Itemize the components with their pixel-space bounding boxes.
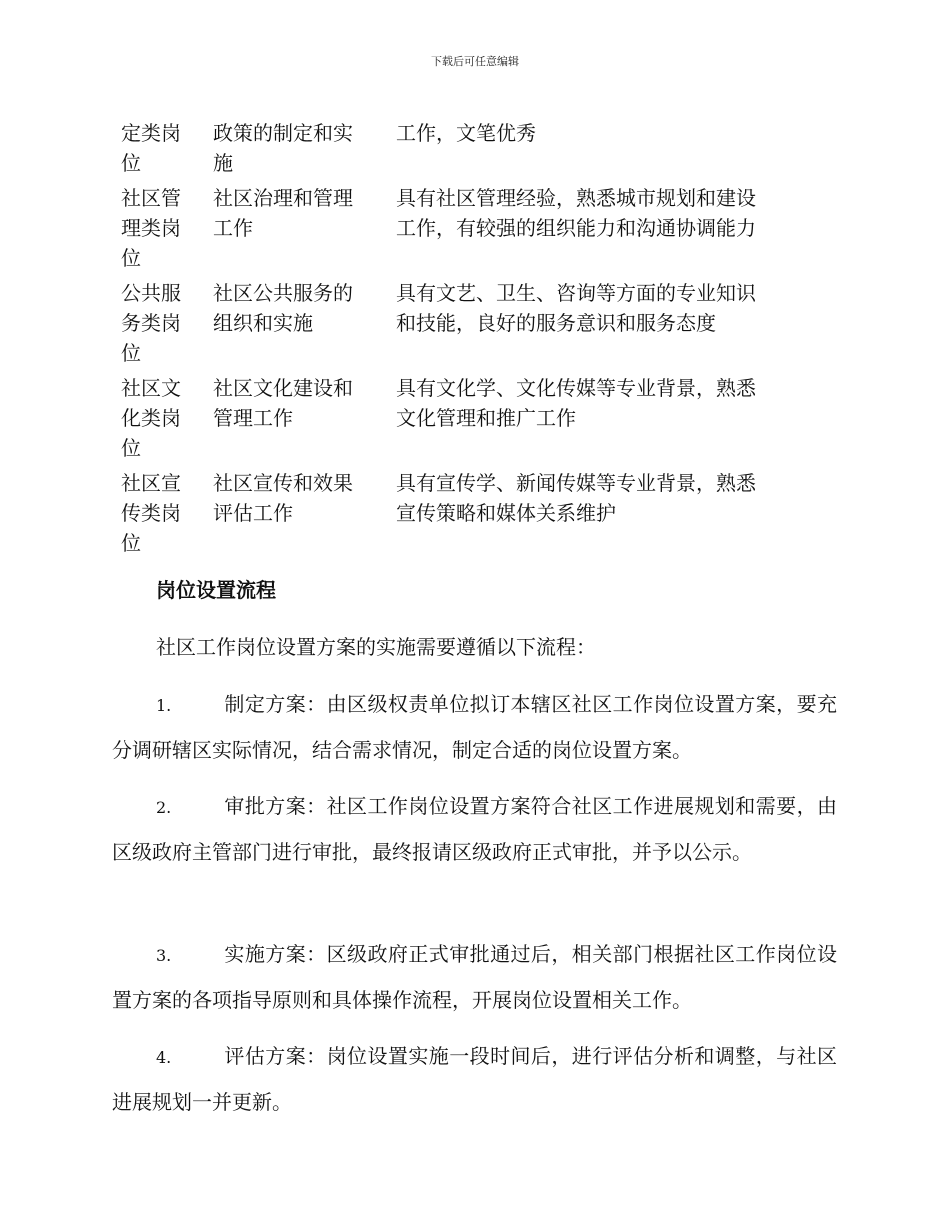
duty-cell: 社区治理和管理 工作: [213, 186, 353, 240]
table-row: [121, 373, 806, 463]
duty-cell: 社区宣传和效果 评估工作: [213, 471, 353, 525]
table-row: [121, 278, 806, 368]
step-text: 制定方案：由区级权责单位拟订本辖区社区工作岗位设置方案，要充分调研辖区实际情况，结合需求情况，制定合适的岗位设置方案。: [112, 692, 837, 762]
step-text: 实施方案：区级政府正式审批通过后，相关部门根据社区工作岗位设置方案的各项指导原则和具体操作流程，开展岗位设置相关工作。: [112, 942, 837, 1012]
step-number: 3.: [156, 946, 172, 965]
duty-cell: 政策的制定和实 施: [213, 121, 353, 175]
step-text: 评估方案：岗位设置实施一段时间后，进行评估分析和调整，与社区进展规划一并更新。: [112, 1044, 837, 1114]
step-number: 1.: [156, 696, 172, 715]
position-table: [121, 118, 806, 558]
table-row: [121, 468, 806, 558]
position-cell: 社区宣 传类岗 位: [121, 471, 181, 555]
requirement-cell: 工作，文笔优秀: [396, 121, 536, 145]
requirement-cell: 具有文艺、卫生、咨询等方面的专业知识 和技能，良好的服务意识和服务态度: [396, 281, 756, 335]
process-step: [112, 784, 837, 875]
section-intro: 社区工作岗位设置方案的实施需要遵循以下流程：: [156, 635, 596, 659]
duty-cell: 社区文化建设和 管理工作: [213, 376, 353, 430]
position-cell: 公共服 务类岗 位: [121, 281, 181, 365]
position-cell: 社区管 理类岗 位: [121, 186, 181, 270]
process-step: [112, 682, 837, 773]
step-text: 审批方案：社区工作岗位设置方案符合社区工作进展规划和需要，由区级政府主管部门进行审批，最终报请区级政府正式审批，并予以公示。: [112, 794, 837, 864]
requirement-cell: 具有文化学、文化传媒等专业背景，熟悉 文化管理和推广工作: [396, 376, 756, 430]
process-step: [112, 1034, 837, 1125]
position-cell: 社区文 化类岗 位: [121, 376, 181, 460]
process-step: [112, 932, 837, 1023]
step-number: 4.: [156, 1048, 172, 1067]
position-cell: 定类岗 位: [121, 121, 181, 175]
table-row: [121, 183, 806, 273]
requirement-cell: 具有社区管理经验，熟悉城市规划和建设 工作，有较强的组织能力和沟通协调能力: [396, 186, 756, 240]
page-header: 下载后可任意编辑: [431, 55, 519, 68]
requirement-cell: 具有宣传学、新闻传媒等专业背景，熟悉 宣传策略和媒体关系维护: [396, 471, 756, 525]
section-heading: 岗位设置流程: [156, 578, 276, 602]
duty-cell: 社区公共服务的 组织和实施: [213, 281, 353, 335]
step-number: 2.: [156, 798, 172, 817]
table-row: [121, 118, 806, 178]
